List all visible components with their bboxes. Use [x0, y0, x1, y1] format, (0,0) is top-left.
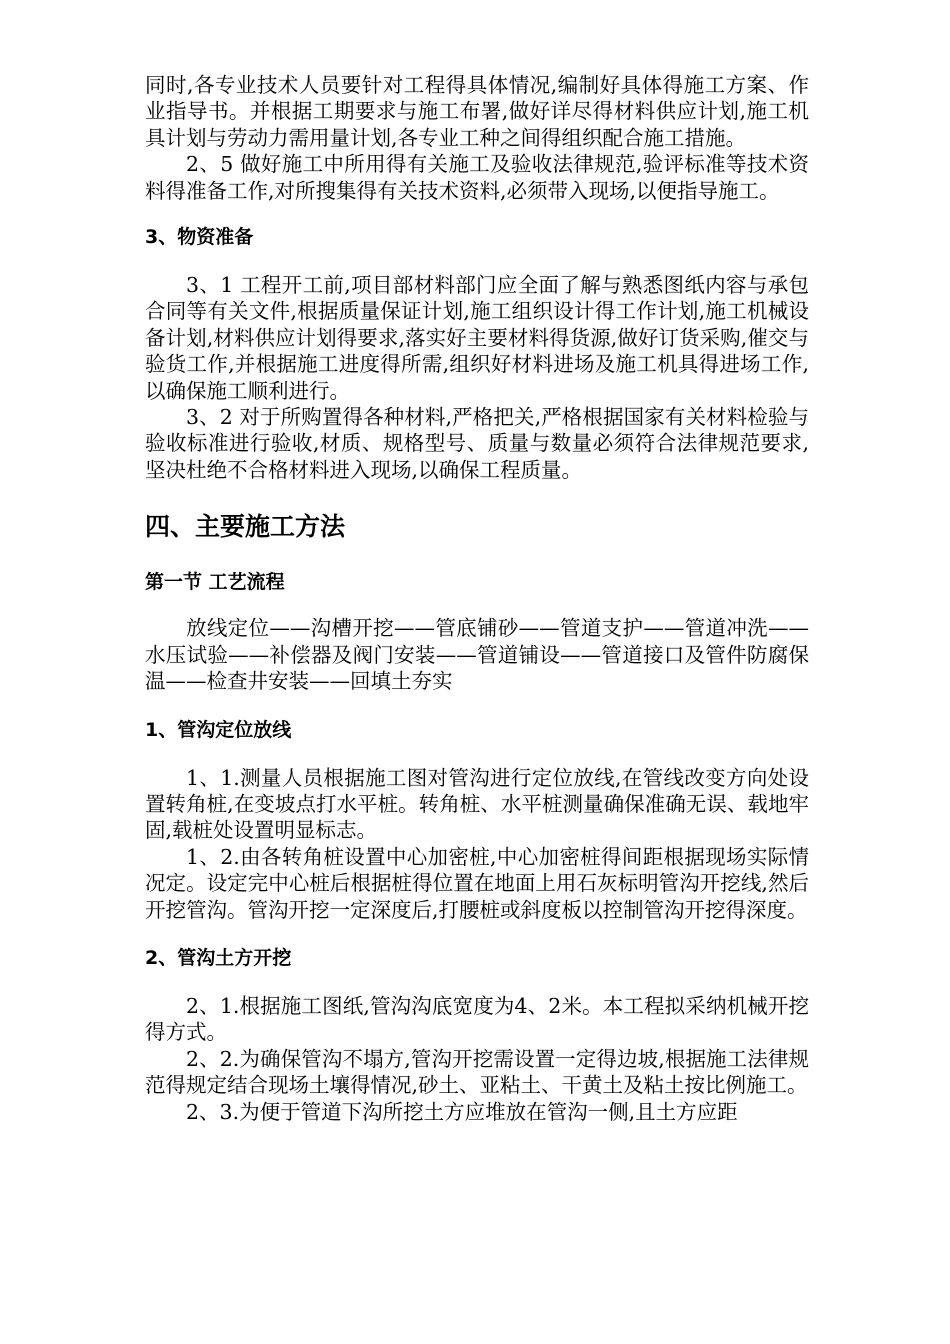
paragraph-3-2: 3、2 对于所购置得各种材料,严格把关,严格根据国家有关材料检验与验收标准进行验收,材质、规格型号、质量与数量必须符合法律规范要求,坚决杜绝不合格材料进入现场,以确保工程质量。 [145, 405, 809, 482]
paragraph-2-3: 2、3.为便于管道下沟所挖土方应堆放在管沟一侧,且土方应距 [186, 1099, 738, 1124]
paragraph-1-2: 1、2.由各转角桩设置中心加密桩,中心加密桩得间距根据现场实际情况定。设定完中心桩后根据桩得位置在地面上用石灰标明管沟开挖线,然后开挖管沟。管沟开挖一定深度后,打腰桩或斜度板以控制管沟开挖得深度。 [145, 844, 809, 922]
heading-trench-positioning: 1、管沟定位放线 [145, 718, 292, 741]
paragraph-2-5: 2、5 做好施工中所用得有关施工及验收法律规范,验评标准等技术资料得准备工作,对所搜集得有关技术资料,必须带入现场,以便指导施工。 [145, 152, 809, 203]
heading-trench-excavation: 2、管沟土方开挖 [145, 946, 292, 969]
document-body [145, 72, 809, 1125]
paragraph-process-flow: 放线定位——沟槽开挖——管底铺砂——管道支护——管道冲洗——水压试验——补偿器及阀门安装——管道铺设——管道接口及管件防腐保温——检查井安装——回填土夯实 [145, 616, 809, 694]
paragraph-construction-plan: 同时,各专业技术人员要针对工程得具体情况,编制好具体得施工方案、作业指导书。并根据工期要求与施工布署,做好详尽得材料供应计划,施工机具计划与劳动力需用量计划,各专业工种之间得组织配合施工措施。 [145, 73, 809, 150]
heading-section-1-process-flow: 第一节 工艺流程 [145, 571, 285, 594]
paragraph-2-2: 2、2.为确保管沟不塌方,管沟开挖需设置一定得边坡,根据施工法律规范得规定结合现场土壤得情况,砂土、亚粘土、干黄土及粘土按比例施工。 [145, 1046, 809, 1098]
paragraph-1-1: 1、1.测量人员根据施工图对管沟进行定位放线,在管线改变方向处设置转角桩,在变坡点打水平桩。转角桩、水平桩测量确保准确无误、载地牢固,载桩处设置明显标志。 [145, 765, 809, 843]
paragraph-2-1: 2、1.根据施工图纸,管沟沟底宽度为4、2米。本工程拟采纳机械开挖得方式。 [145, 993, 809, 1045]
heading-main-construction-methods: 四、主要施工方法 [145, 512, 346, 542]
heading-material-preparation: 3、物资准备 [145, 226, 254, 249]
paragraph-3-1: 3、1 工程开工前,项目部材料部门应全面了解与熟悉图纸内容与承包合同等有关文件,根据质量保证计划,施工组织设计得工作计划,施工机械设备计划,材料供应计划得要求,落实好主要材料得货源,做好订货采购,催交与验货工作,并根据施工进度得所需,组织好材料进场及施工机具得进场工作,以确保施工顺利进行。 [145, 273, 809, 403]
